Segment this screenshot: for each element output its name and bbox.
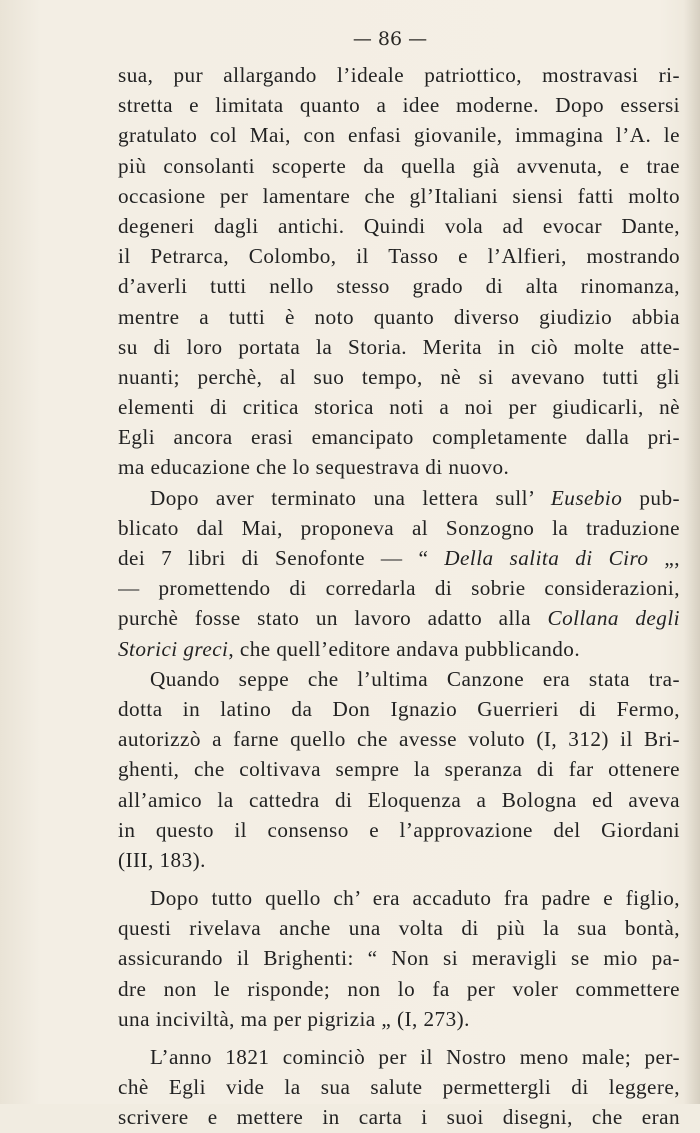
text-line: autorizzò a farne quello che avesse voluto (I, 312) il Bri- bbox=[118, 727, 680, 752]
italic-title: Della salita di Ciro bbox=[444, 546, 649, 570]
paragraph-4 bbox=[118, 883, 680, 1034]
text-line: nuanti; perchè, al suo tempo, nè si avevano tutti gli bbox=[118, 364, 680, 389]
text-line: in questo il consenso e l’approvazione del Giordani bbox=[118, 817, 680, 842]
paragraph-1 bbox=[118, 60, 680, 483]
paragraph-gap bbox=[118, 1034, 680, 1042]
paragraph-2 bbox=[118, 483, 680, 664]
text-line: scrivere e mettere in carta i suoi disegni, che eran bbox=[118, 1105, 680, 1130]
text-line: dei 7 libri di Senofonte — “ Della salita di Ciro „, bbox=[118, 546, 680, 570]
text-line: gratulato col Mai, con enfasi giovanile, immagina l’A. le bbox=[118, 123, 680, 148]
text-line: su di loro portata la Storia. Merita in ciò molte atte- bbox=[118, 334, 680, 359]
paragraph-3 bbox=[118, 664, 680, 875]
text-line: chè Egli vide la sua salute permettergli di leggere, bbox=[118, 1075, 680, 1100]
text-line: sua, pur allargando l’ideale patriottico, mostravasi ri- bbox=[118, 63, 680, 87]
text-line: all’amico la cattedra di Eloquenza a Bologna ed aveva bbox=[118, 787, 680, 812]
text-line: una inciviltà, ma per pigrizia „ (I, 273). bbox=[118, 1006, 470, 1031]
text-line: Dopo tutto quello ch’ era accaduto fra padre e figlio, bbox=[150, 886, 680, 911]
italic-title: Storici greci bbox=[118, 636, 229, 661]
text-line: dotta in latino da Don Ignazio Guerrieri di Fermo, bbox=[118, 696, 680, 721]
text-line: Dopo aver terminato una lettera sull’ Eusebio pub- bbox=[150, 485, 680, 510]
italic-title: Collana degli bbox=[547, 606, 680, 631]
text-line: Storici greci, che quell’editore andava pubblicando. bbox=[118, 636, 581, 661]
text-line: (III, 183). bbox=[118, 847, 206, 872]
text-line: purchè fosse stato un lavoro adatto alla Collana degli bbox=[118, 606, 680, 631]
text-line: dre non le risponde; non lo fa per voler commettere bbox=[118, 976, 680, 1001]
text-line: Egli ancora erasi emancipato completamente dalla pri- bbox=[118, 425, 680, 450]
text-line: più consolanti scoperte da quella già avvenuta, e trae bbox=[118, 153, 680, 178]
text-line: — promettendo di corredarla di sobrie considerazioni, bbox=[118, 576, 680, 601]
text-line: degeneri dagli antichi. Quindi vola ad evocar Dante, bbox=[118, 213, 680, 238]
page-number: — 86 — bbox=[352, 28, 428, 50]
text-line: elementi di critica storica noti a noi per giudicarli, nè bbox=[118, 395, 680, 420]
text-line: ma educazione che lo sequestrava di nuovo. bbox=[118, 455, 510, 480]
text-line: ghenti, che coltivava sempre la speranza di far ottenere bbox=[118, 757, 680, 782]
paragraph-5 bbox=[118, 1042, 680, 1133]
text-line: blicato dal Mai, proponeva al Sonzogno la traduzione bbox=[118, 515, 680, 540]
text-line: assicurando il Brighenti: “ Non si meravigli se mio pa- bbox=[118, 946, 680, 971]
text-line: il Petrarca, Colombo, il Tasso e l’Alfieri, mostrando bbox=[118, 244, 680, 269]
text-line: mentre a tutti è noto quanto diverso giudizio abbia bbox=[118, 304, 680, 329]
text-line: questi rivelava anche una volta di più la sua bontà, bbox=[118, 916, 680, 941]
italic-title: Eusebio bbox=[550, 485, 623, 510]
paragraph-gap bbox=[118, 875, 680, 883]
text-line: Quando seppe che l’ultima Canzone era stata tra- bbox=[150, 666, 680, 691]
page-edge-shadow bbox=[684, 0, 700, 1104]
text-line: stretta e limitata quanto a idee moderne. Dopo essersi bbox=[118, 93, 680, 118]
text-line: L’anno 1821 cominciò per il Nostro meno male; per- bbox=[150, 1045, 680, 1069]
text-line: occasione per lamentare che gl’Italiani siensi fatti molto bbox=[118, 183, 680, 208]
text-line: d’averli tutti nello stesso grado di alta rinomanza, bbox=[118, 274, 680, 299]
body-text bbox=[118, 60, 680, 1133]
